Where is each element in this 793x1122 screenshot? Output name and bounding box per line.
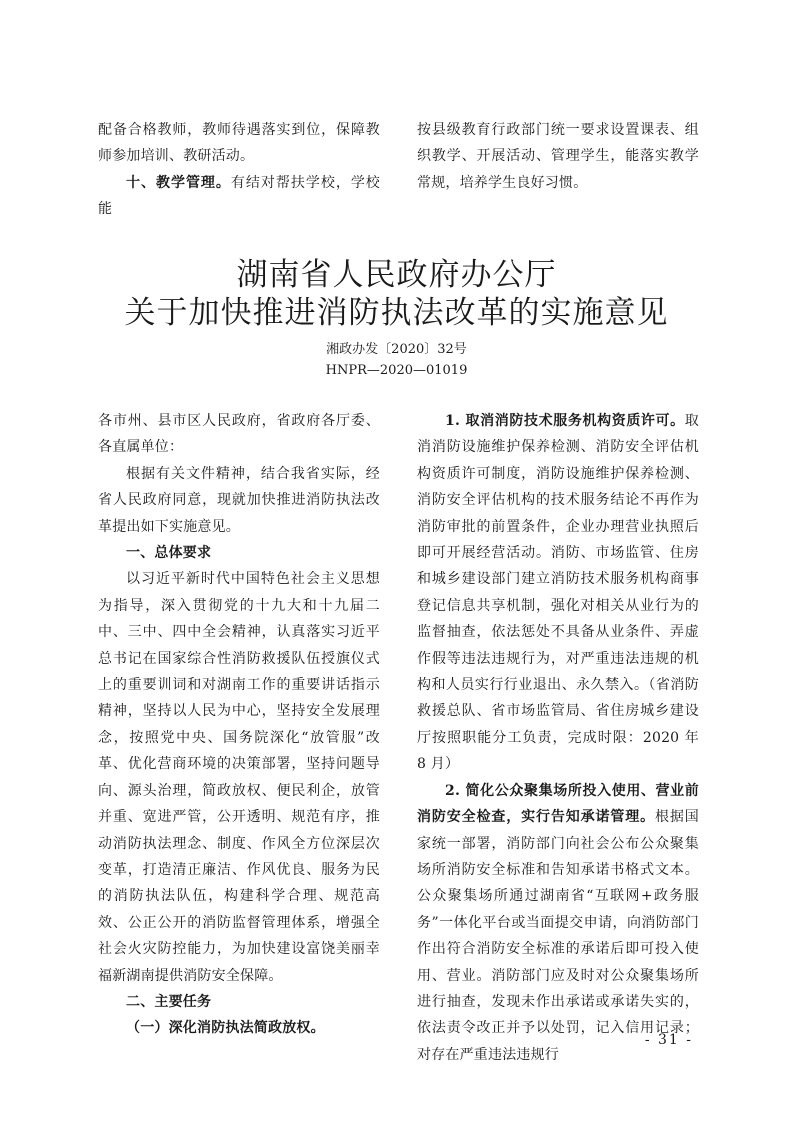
document-title-line-2: 关于加快推进消防执法改革的实施意见: [124, 295, 669, 331]
subsection-1-heading: （一）深化消防执法简政放权。: [126, 1020, 325, 1037]
top-left-column: [98, 117, 380, 223]
item-1-heading: 1. 取消消防技术服务机构资质许可。: [445, 413, 685, 429]
item-2-heading: 2. 简化公众聚集场所投入使用、营业前消防安全检查，实行告知承诺管理。: [417, 782, 699, 826]
top-right-paragraph: 按县级教育行政部门统一要求设置课表、组织教学、开展活动、管理学生，能落实教学常规，培养学生良好习惯。: [417, 122, 699, 191]
teaching-management-text: 有结对帮扶学校，学校能: [98, 174, 381, 218]
top-left-paragraph: 配备合格教师，教师待遇落实到位，保障教师参加培训、教研活动。: [98, 122, 380, 165]
document-title-line-1: 湖南省人民政府办公厅: [236, 257, 557, 293]
section-2-heading: 二、主要任务: [126, 993, 212, 1010]
top-right-column: [417, 117, 699, 196]
page-number: - 31 -: [644, 1032, 693, 1048]
section-1-heading: 一、总体要求: [126, 545, 212, 562]
item-1-text: 取消消防设施维护保养检测、消防安全评估机构资质许可制度，消防设施维护保养检测、消防安全评估机构的技术服务结论不再作为消防审批的前置条件，企业办理营业执照后即可开展经营活动。消防、市场监管、住房和城乡建设部门建立消防技术服务机构商事登记信息共享机制，强化对相关从业行为的监督抽查，依法惩处不具备从业条件、弄虚作假等违法违规行为，对严重违法违规的机构和人员实行行业退出、永久禁入。（省消防救援总队、省市场监管局、省住房城乡建设厅按照职能分工负责，完成时限：2020 年 8 月）: [417, 413, 699, 773]
item-1-paragraph: [417, 408, 699, 778]
teaching-management-paragraph: [98, 170, 380, 223]
section-1-paragraph: 以习近平新时代中国特色社会主义思想为指导，深入贯彻党的十九大和十九届二中、三中、四中全会精神，认真落实习近平总书记在国家综合性消防救援队伍授旗仪式上的重要训词和对湖南工作的重要讲话指示精神，坚持以人民为中心，坚持安全发展理念，按照党中央、国务院深化“放管服”改革、优化营商环境的决策部署，坚持问题导向、源头治理，简政放权、便民利企，放管并重、宽进严管，公开透明、规范有序，推动消防执法理念、制度、作风全方位深层次变革，打造清正廉洁、作风优良、服务为民的消防执法队伍，构建科学合理、规范高效、公正公开的消防监督管理体系，增强全社会火灾防控能力，为加快建设富饶美丽幸福新湖南提供消防安全保障。: [98, 571, 380, 984]
document-code: HNPR—2020—01019: [325, 363, 468, 378]
body-left-column: [98, 408, 380, 1042]
intro-paragraph: 根据有关文件精神，结合我省实际，经省人民政府同意，现就加快推进消防执法改革提出如下实施意见。: [98, 465, 380, 535]
body-right-column: [417, 408, 699, 1068]
item-2-paragraph: [417, 778, 699, 1068]
addressee: 各市州、县市区人民政府，省政府各厅委、各直属单位：: [98, 413, 380, 456]
teaching-management-heading: 十、教学管理。: [126, 174, 231, 191]
item-2-text: 根据国家统一部署，消防部门向社会公布公众聚集场所消防安全标准和告知承诺书格式文本。公众聚集场所通过湖南省“互联网+政务服务”一体化平台或当面提交申请，向消防部门作出符合消防安全标准的承诺后即可投入使用、营业。消防部门应及时对公众聚集场所进行抽查，发现未作出承诺或承诺失实的，依法责令改正并予以处罚，记入信用记录；对存在严重违法违规行: [417, 809, 700, 1063]
document-number: 湘政办发〔2020〕32号: [326, 342, 467, 357]
